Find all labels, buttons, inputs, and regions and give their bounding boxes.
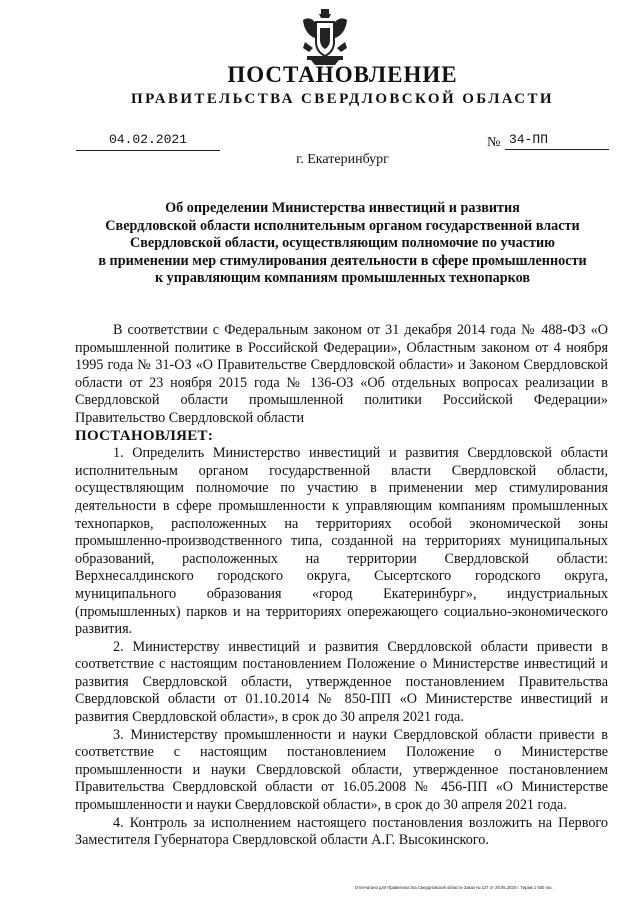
number-label: № [487,135,501,150]
resolve-word: ПОСТАНОВЛЯЕТ: [75,427,214,444]
document-subtitle: ПРАВИТЕЛЬСТВА СВЕРДЛОВСКОЙ ОБЛАСТИ [131,91,554,107]
heading-line: в применении мер стимулирования деятельности в сфере промышленности [98,252,587,269]
item-3-paragraph: 3. Министерству промышленности и науки Свердловской области привести в соответствие с настоящим постановлением Положение о Министерстве промышленности и науки Свердловской области, утвержденное постановлением Правительства Свердловской области от 16.05.2008 № 456-ПП «О Министерстве промышленности и науки Свердловской области», в срок до 30 апреля 2021 года. [75,726,608,814]
preamble-paragraph: В соответствии с Федеральным законом от 31 декабря 2014 года № 488-ФЗ «О промышленной политике в Российской Федерации», Областным законом от 4 ноября 1995 года № 31-ОЗ «О Правительстве Свердловской области» и Законом Свердловской области от 23 ноября 2015 года № 136-ОЗ «Об отдельных вопросах реализации в Свердловской области промышленной политики Российской Федерации» Правительство Свердловской области [75,322,608,426]
print-footer: Отпечатано для Правительства Свердловской области Заказ № 127 от 29.05.2020 г. Тираж 1 500 экз. [355,885,553,890]
heading-line: к управляющим компаниям промышленных технопарков [154,270,531,286]
document-heading [60,200,625,288]
heading-line: Свердловской области исполнительным органом государственной власти [105,217,580,234]
document-body [75,322,608,850]
document-title: ПОСТАНОВЛЕНИЕ [227,62,458,87]
item-2-paragraph: 2. Министерству инвестиций и развития Свердловской области привести в соответствие с настоящим постановлением Положение о Министерстве инвестиций и развития Свердловской области, утвержденное постановлением Правительства Свердловской области от 01.10.2014 № 850-ПП «О Министерстве инвестиций и развития Свердловской области», в срок до 30 апреля 2021 года. [75,638,608,726]
heading-line: Об определении Министерства инвестиций и развития [165,200,520,216]
item-1-paragraph: 1. Определить Министерство инвестиций и развития Свердловской области исполнительным органом государственной власти Свердловской области, осуществляющим полномочие по участию в применении мер стимулирования деятельности в сфере промышленности к управляющим компаниям промышленных технопарков, расположенных на территориях особой экономической зоны промышленно-производственного типа, созданной на территориях муниципальных образований, расположенных на территории Свердловской области: Верхнесалдинского городского округа, Сысертского городского округа, муниципального образования «город Екатеринбург», индустриальных (промышленных) парков и на территориях опережающего социально-экономического развития. [75,445,608,638]
number-field: 34-ПП [505,132,609,150]
coat-of-arms-icon [299,8,351,66]
heading-line: Свердловской области, осуществляющим полномочие по участию [129,235,555,251]
item-4-paragraph: 4. Контроль за исполнением настоящего постановления возложить на Первого Заместителя Губернатора Свердловской области А.Г. Высокинского. [75,814,608,849]
date-field: 04.02.2021 [76,132,220,151]
city-label: г. Екатеринбург [296,152,389,167]
